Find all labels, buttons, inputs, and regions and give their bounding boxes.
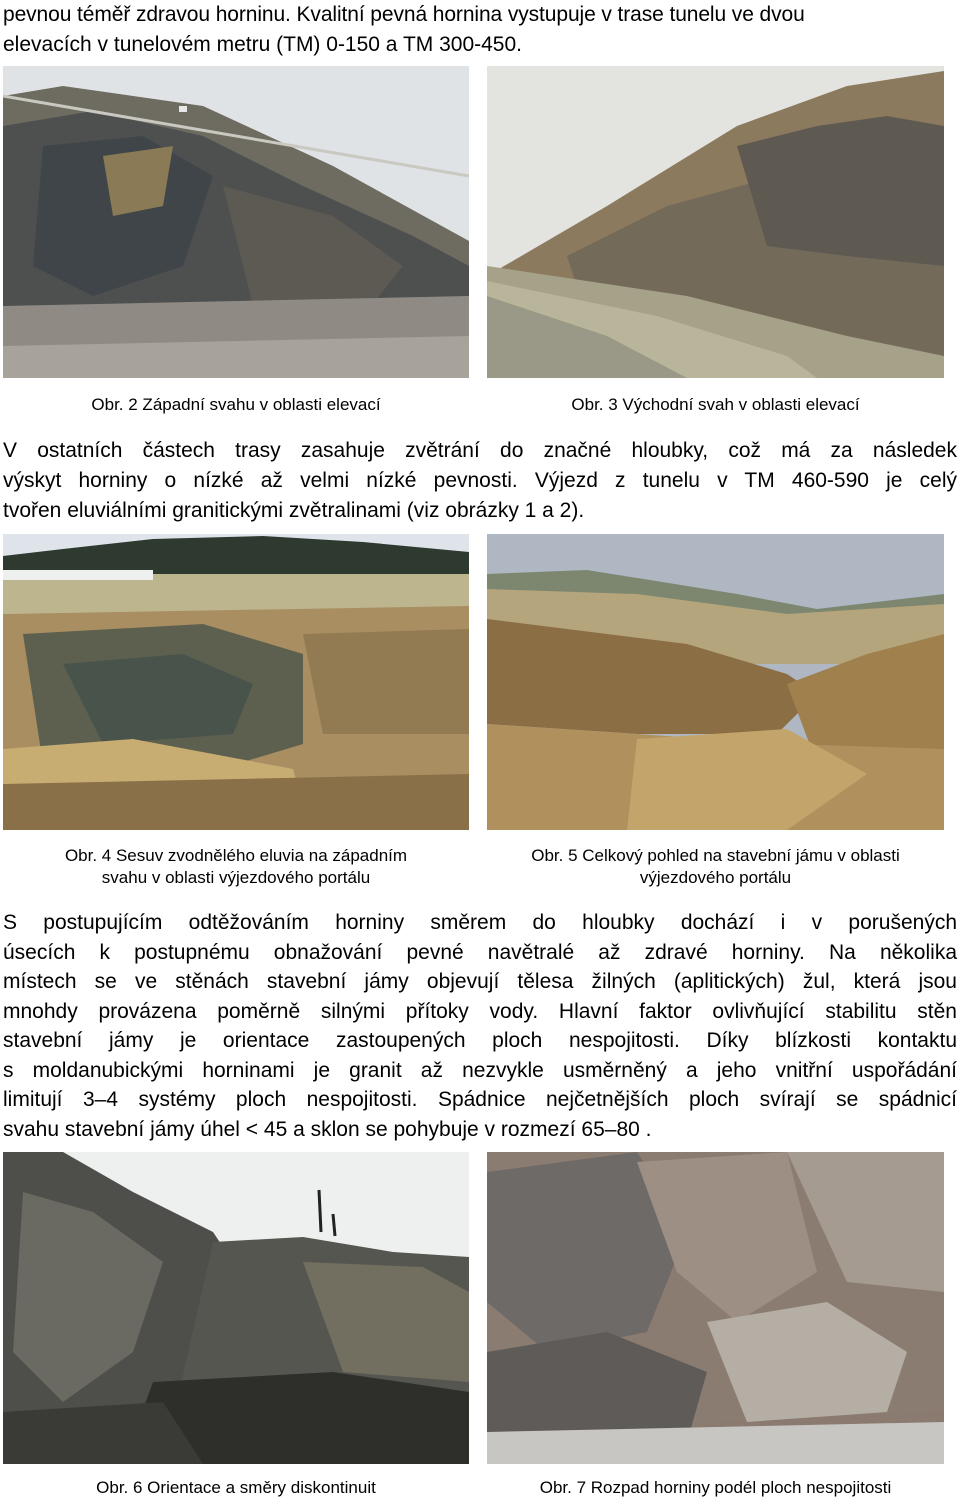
text-line: S postupujícím odtěžováním horniny směrem do hloubky dochází i v porušených	[3, 911, 957, 934]
caption-line: Obr. 5 Celkový pohled na stavební jámu v oblasti	[531, 846, 900, 865]
text-line: tvořen eluviálními granitickými zvětralinami (viz obrázky 1 a 2).	[3, 499, 585, 522]
caption-fig3: Obr. 3 Východní svah v oblasti elevací	[571, 395, 860, 414]
text-line: místech se ve stěnách stavební jámy objevují tělesa žilných (aplitických) žul, která jsou	[3, 970, 957, 993]
text-line: stavební jámy je orientace zastoupených ploch nespojitosti. Díky blízkosti kontaktu	[3, 1029, 957, 1052]
intro-paragraph	[3, 0, 957, 60]
photo-discontinuities	[3, 1152, 469, 1464]
photo-excavation-overview	[487, 534, 944, 830]
caption-line: Obr. 4 Sesuv zvodnělého eluvia na západním	[64, 846, 408, 865]
photo-rock-breakup	[487, 1152, 944, 1464]
photo-landslide	[3, 534, 469, 830]
paragraph-weathering	[3, 436, 957, 526]
caption-fig6: Obr. 6 Orientace a směry diskontinuit	[96, 1478, 376, 1497]
text-line: úsecích k postupnému obnažování pevné navětralé až zdravé horniny. Na několika	[3, 940, 957, 964]
paragraph-excavation	[3, 908, 957, 1144]
caption-line: svahu v oblasti výjezdového portálu	[101, 868, 371, 887]
caption-line: výjezdového portálu	[639, 868, 792, 887]
caption-fig4	[3, 845, 469, 889]
text-line: elevacích v tunelovém metru (TM) 0-150 a TM 300-450.	[3, 33, 523, 56]
caption-fig7: Obr. 7 Rozpad horniny podél ploch nespojitosti	[539, 1478, 892, 1497]
text-line: V ostatních částech trasy zasahuje zvětrání do značné hloubky, což má za následek	[3, 439, 957, 462]
text-line: výskyt horniny o nízké až velmi nízké pevnosti. Výjezd z tunelu v TM 460-590 je celý	[3, 469, 957, 492]
photo-west-slope	[3, 66, 469, 378]
text-line: mnohdy provázena poměrně silnými přítoky vody. Hlavní faktor ovlivňující stabilitu stěn	[3, 999, 957, 1023]
text-line: svahu stavební jámy úhel < 45 a sklon se pohybuje v rozmezí 65–80 .	[3, 1117, 652, 1141]
photo-east-slope	[487, 66, 944, 378]
caption-fig5	[487, 845, 944, 889]
text-line: limitují 3–4 systémy ploch nespojitosti. Spádnice nejčetnějších ploch svírají se spádnicí	[3, 1088, 957, 1111]
text-line: pevnou téměř zdravou horninu. Kvalitní pevná hornina vystupuje v trase tunelu ve dvou	[3, 3, 805, 26]
caption-fig2: Obr. 2 Západní svahu v oblasti elevací	[91, 395, 381, 414]
text-line: s moldanubickými horninami je granit až nezvykle usměrněný a jeho vnitřní uspořádání	[3, 1058, 957, 1082]
